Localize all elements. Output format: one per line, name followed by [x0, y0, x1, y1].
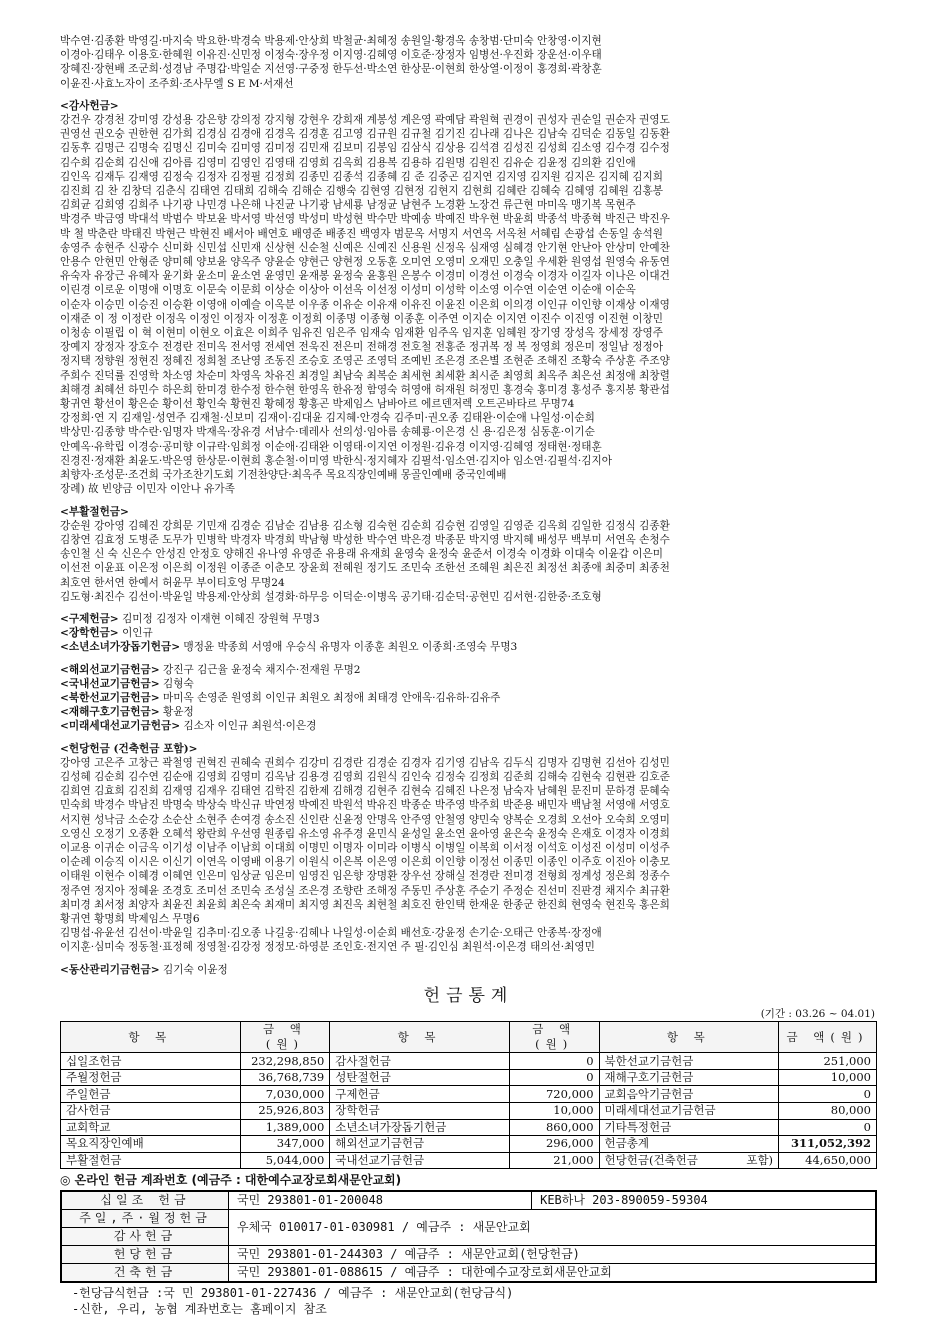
stats-item-label: 장학헌금: [330, 1102, 510, 1119]
donor-line: 주희수 진덕률 진영학 차소영 차순미 차영옥 차유진 최경일 최남숙 최복순 최세현 최세환 최시준 최영희 최옥주 최은선 최정애 최창렬: [60, 369, 670, 382]
donor-line: 박경주 박금영 박대석 박범수 박보윤 박서영 박선영 박성미 박성현 박수만 박예송 박예진 박우현 박윤희 박종석 박종혁 박진근 박진우: [60, 213, 670, 226]
donor-line: 김인옥 김재두 김재영 김정숙 김정자 김정필 김정희 김종민 김종석 김종혜 김 준 김중곤 김지연 김지영 김지원 김지은 김지혜 김지희: [60, 170, 663, 183]
stats-item-label: 십일조헌금: [61, 1053, 241, 1070]
account-note: -헌당금식헌금 :국 민 293801-01-227436 / 예금주 : 새문안교회(헌당금식): [72, 1285, 514, 1300]
stats-item-amount: 0: [509, 1069, 599, 1086]
offering-entry: [60, 677, 877, 691]
donor-line: 안용수 안현민 안형준 양미혜 양보윤 양옥주 양윤순 양현근 양현정 오동훈 오미연 오영미 오재민 오충일 우세환 원영섭 원영숙 유동연: [60, 256, 670, 269]
stats-item-amount: 720,000: [509, 1086, 599, 1103]
donor-line: 최호연 한서연 한예서 허윤무 부이티호엉 무명24: [60, 576, 285, 589]
stats-item-label: 감사절헌금: [330, 1053, 510, 1070]
building-offering-section: [60, 742, 877, 955]
donor-line: 이태원 이현수 이혜경 이혜연 인은미 임상균 임은미 임영진 임은향 장명환 장우선 장해실 전경란 전미경 전형희 정계성 정은희 정종수: [60, 870, 670, 883]
offering-entry: [60, 640, 877, 654]
offering-entry: [60, 691, 877, 705]
stats-item-label: 미래세대선교기금헌금: [599, 1102, 779, 1119]
account-label-weekly: 주일,주·월정헌금: [61, 1209, 229, 1227]
offering-section: [60, 505, 877, 604]
offering-entry: [60, 963, 877, 977]
account-label-thanks: 감사헌금: [61, 1227, 229, 1245]
offering-entry: [60, 663, 877, 677]
col-header-amount: 금 액(원): [240, 1022, 330, 1053]
offering-entry-names: 김기숙 이윤정: [163, 963, 228, 976]
offering-section: [60, 99, 877, 497]
intro-donor-list: [60, 34, 877, 91]
account-label-tithe: 십일조 헌금: [61, 1191, 229, 1210]
stats-item-label: 주일헌금: [61, 1086, 241, 1103]
donor-line: 이린경 이로운 이명애 이명호 이문숙 이문희 이상순 이상아 이선옥 이선정 이성미 이성학 이소영 이수연 이순연 이순애 이순옥: [60, 284, 636, 297]
misc-group-2: [60, 663, 877, 734]
offering-entry-title: <재해구호기금헌금>: [60, 706, 160, 719]
offering-entry-names: 마미옥 손영준 원영희 이인규 최원오 최정애 최태경 안애옥·김유하·김유주: [163, 691, 501, 704]
stats-item-amount: 347,000: [240, 1136, 330, 1153]
donor-line: 최향자·조성문·조건희 국가조찬기도회 기전찬양단·최옥주 목요직장인예배 몽골인예배 중국인예배: [60, 469, 507, 482]
donor-line: 유숙자 유장근 유혜자 윤기화 윤소미 윤소연 윤영민 윤재봉 윤정숙 윤홍원 은봉수 이경미 이경선 이경숙 이경자 이길자 이나은 이대건: [60, 270, 670, 283]
donor-line: 장예지 장정자 장호수 전경란 전미옥 전서영 전세연 전욱진 전은미 전해경 전호철 전홍준 정귀복 정 복 정영희 정은미 정일남 정정아: [60, 341, 663, 354]
stats-item-amount: 25,926,803: [240, 1102, 330, 1119]
col-header-amount: 금 액(원): [509, 1022, 599, 1053]
donor-line: 이재준 이 정 이정란 이정옥 이정인 이정자 이정훈 이정희 이종명 이종형 이종훈 이주연 이지순 이지연 이진수 이진영 이진현 이창민: [60, 312, 663, 325]
account-row: [61, 1245, 876, 1263]
stats-item-amount: 5,044,000: [240, 1152, 330, 1169]
account-label-dedication: 헌당헌금: [61, 1245, 229, 1263]
donor-line: 김희연 김효희 김진희 김재영 김재우 김태연 김학진 김한제 김해경 김현주 김현숙 김혜진 나은정 남숙자 남혜원 문진미 문하경 문혜숙: [60, 785, 670, 798]
donor-line: 이청송 이필립 이 혁 이현미 이현오 이효은 이희주 임유진 임은주 임재숙 임재환 임주옥 임지훈 임혜원 장기영 장성옥 장세정 장영주: [60, 327, 663, 340]
misc-group-1: [60, 612, 877, 655]
stats-item-label: 재해구호기금헌금: [599, 1069, 779, 1086]
donor-line: 송영주 송현주 신광수 신미화 신민섭 신민재 신상현 신순철 신예은 신예진 신용원 신정옥 심재영 심혜경 안기현 안난아 안상미 안예찬: [60, 241, 670, 254]
stats-title: 헌금통계: [423, 985, 514, 1006]
stats-item-label: 국내선교기금헌금: [330, 1152, 510, 1169]
offering-entry-names: 김소자 이인규 최원석·이은경: [183, 720, 317, 733]
donor-line: 박 철 박춘란 박태진 박현근 박현진 배서아 배연호 배영준 배종진 백영자 범문옥 서명지 서연옥 서옥천 서혜림 손광섭 손동일 송석원: [60, 227, 663, 240]
stats-item-amount: 80,000: [779, 1102, 877, 1119]
account-number: 국민 293801-01-200048: [229, 1191, 532, 1210]
stats-row: [61, 1086, 877, 1103]
donor-line: 안예옥·유학립 이경승·공미향 이규락·임희정 이순애·김태완 이영태·이지연 이정원·김유경 이지영·김혜영 정태현·정태훈: [60, 440, 602, 453]
donor-line: 김동후 김명근 김명숙 김명신 김미숙 김미영 김미정 김민재 김보미 김봉임 김삼식 김상용 김석겸 김성진 김성희 김소영 김수경 김수정: [60, 142, 670, 155]
offering-entry-names: 김미정 김정자 이재현 이혜진 장원혁 무명3: [122, 612, 320, 625]
stats-item-amount: 36,768,739: [240, 1069, 330, 1086]
stats-item-label: 헌당헌금(건축헌금 포함): [599, 1152, 779, 1169]
stats-row: [61, 1152, 877, 1169]
donor-line: 황귀연 황선이 황은순 황이선 황인숙 황현진 황혜정 황홍곤 박제임스 남바아르 에르덴저렉 오트곤바타르 무명74: [60, 398, 575, 411]
stats-header-row: [61, 1022, 877, 1053]
stats-period: (기간 : 03.26 ~ 04.01): [760, 1008, 875, 1020]
offering-stats-table: [60, 1021, 877, 1169]
stats-item-amount: 0: [509, 1053, 599, 1070]
donor-line: 오영신 오정기 오종환 오혜석 왕란희 우선영 원종림 유소영 유주경 윤민식 윤성일 윤소연 윤아영 윤은숙 윤정숙 은재호 이경자 이경희: [60, 827, 670, 840]
offering-entry: [60, 705, 877, 719]
offering-entry-names: 이인규: [122, 627, 153, 640]
stats-item-label: 헌금총계: [599, 1136, 779, 1153]
stats-item-amount: 296,000: [509, 1136, 599, 1153]
account-note: -신한, 우리, 농협 계좌번호는 홈페이지 참조: [72, 1301, 327, 1316]
stats-row: [61, 1053, 877, 1070]
stats-item-amount: 251,000: [779, 1053, 877, 1070]
donor-line: 김수희 김순희 김신애 김아름 김영미 김영인 김영태 김영희 김옥희 김용복 김용하 김원명 김원진 김유순 김윤정 김의환 김인애: [60, 156, 636, 169]
stats-item-amount: 10,000: [779, 1069, 877, 1086]
stats-row: [61, 1069, 877, 1086]
offering-entry-title: <구제헌금>: [60, 612, 119, 625]
offering-entry: [60, 612, 877, 626]
offering-entry-title: <동산관리기금헌금>: [60, 963, 160, 976]
stats-item-amount: 21,000: [509, 1152, 599, 1169]
donor-line: 김희균 김희영 김희주 나기광 나민경 나은해 나진균 나기광 남세룡 남정균 남현주 노경환 노장건 류근현 마미옥 맹기복 목현주: [60, 199, 636, 212]
stats-item-amount: 44,650,000: [779, 1152, 877, 1169]
offering-entry-title: <장학헌금>: [60, 627, 119, 640]
misc-group-3: [60, 963, 877, 977]
stats-row: [61, 1119, 877, 1136]
donor-line: 송인철 신 숙 신은수 안성진 안정호 양해진 유나영 유영준 유용래 유재희 윤영숙 윤정숙 윤준서 이경숙 이경화 이대숙 이윤갑 이은미: [60, 548, 663, 561]
donor-line: 최해경 최혜선 하민수 하은희 한미경 한수정 한수현 한영옥 한유정 함영숙 허영애 허재원 허정민 홍경숙 홍미경 홍성주 홍지봉 황관섭: [60, 383, 670, 396]
donor-line: 김창연 김효정 도병준 도무가 민병학 박경자 박경희 박남형 박성한 박수연 박은경 박종문 박지영 박지혜 배성무 백부미 서연옥 손청수: [60, 533, 670, 546]
col-header-item: 항 목: [330, 1022, 510, 1053]
donor-line: 김성혜 김순희 김수연 김순애 김영희 김영미 김옥남 김용경 김영희 김원식 김인숙 김정숙 김정희 김준희 김해숙 김현숙 김현관 김호준: [60, 770, 670, 783]
stats-item-amount: 232,298,850: [240, 1053, 330, 1070]
offering-section-title: <부활절헌금>: [60, 505, 129, 518]
stats-item-amount: 0: [779, 1086, 877, 1103]
col-header-item: 항 목: [599, 1022, 779, 1053]
donor-line: 강건우 강경천 강미영 강성용 강은향 강의정 강지형 강현우 강희재 계봉성 계은영 곽예담 곽원혁 권경이 권성자 권순일 권순자 권영도: [60, 114, 670, 127]
donor-line: 진경진·정재환 최윤도·박은영 한상문·이현희 홍순철·이미영 박한식·정지혜자 김필석·임소연·김지아 임소연·김필석·김지아: [60, 454, 612, 467]
stats-item-amount: 311,052,392: [779, 1136, 877, 1153]
account-number: 국민 293801-01-244303 / 예금주 : 새문안교회(헌당헌금): [229, 1245, 877, 1263]
donor-line: 민숙희 박경수 박남진 박명숙 박상숙 박신규 박연정 박예진 박원석 박유진 박종순 박주영 박주희 박준용 배민자 백남철 서영애 서영호: [60, 799, 670, 812]
account-number: 국민 293801-01-088615 / 예금주 : 대한예수교장로회새문안교회: [229, 1263, 877, 1282]
donor-line: 박상민·김종향 박수란·임명자 박재옥·장유경 서남수·데레사 선의성·임아름 송혜룡·이은경 신 용·김은정 심동훈·이기순: [60, 426, 595, 439]
offering-entry-names: 맹정윤 박종희 서영애 우승식 유명자 이종훈 최원오 이종희·조영숙 무명3: [183, 641, 518, 654]
donor-line: 황귀연 황명희 박제임스 무명6: [60, 912, 200, 925]
stats-item-amount: 1,389,000: [240, 1119, 330, 1136]
donor-line: 정주연 정지아 정혜윤 조경호 조미선 조민숙 조성실 조은경 조향란 조해정 주동민 주상훈 주순기 주정순 진선미 진판경 채지수 최규환: [60, 884, 670, 897]
offering-entry-title: <국내선교기금헌금>: [60, 677, 160, 690]
account-row: [61, 1191, 876, 1210]
offering-entry: [60, 626, 877, 640]
stats-item-amount: 10,000: [509, 1102, 599, 1119]
donor-line: 강순원 강아영 김혜진 강희문 기민재 김경순 김남순 김남용 김소형 김숙현 김순희 김승현 김영일 김영준 김옥희 김일한 김정식 김종환: [60, 519, 670, 532]
online-accounts-table: [60, 1190, 877, 1283]
donor-line: 이순례 이승직 이시은 이신기 이연옥 이영배 이용기 이원식 이은복 이은영 이은희 이인향 이정선 이종민 이종인 이주호 이진아 이충모: [60, 856, 670, 869]
offering-entry-names: 강진구 김근율 윤정숙 채지수·전재원 무명2: [163, 663, 361, 676]
stats-item-amount: 860,000: [509, 1119, 599, 1136]
donor-line: 박수연·김종환 박영길·마지숙 박요한·박경숙 박용제·안상희 박철균·최혜정 송원일·황경옥 송창범·단미숙 안창영·이지현: [60, 35, 602, 47]
account-number: KEB하나 203-890059-59304: [532, 1191, 876, 1210]
donor-line: 장혜진·장현배 조군희·성경남 주명갑·박일순 지선영·구중정 한두선·박소연 한상문·이현희 한상열·이정이 홍경희·곽창훈: [60, 63, 602, 76]
donor-line: 최미경 최서정 최양자 최윤진 최윤희 최은숙 최재미 최지영 최진옥 최현철 최호진 한인택 한재운 한종군 한진희 현영숙 현진욱 홍은희: [60, 898, 670, 911]
offering-section-title: <감사헌금>: [60, 99, 119, 112]
col-header-item: 항 목: [61, 1022, 241, 1053]
stats-item-label: 북한선교기금헌금: [599, 1053, 779, 1070]
stats-row: [61, 1102, 877, 1119]
donor-line: 이순자 이승민 이승진 이승환 이영애 이예슬 이옥분 이우종 이유순 이유재 이유진 이윤진 이은희 이의경 이인규 이인향 이재상 이재영: [60, 298, 670, 311]
building-offering-title: <헌당헌금 (건축헌금 포함)>: [60, 742, 198, 755]
offering-entry-title: <북한선교기금헌금>: [60, 691, 160, 704]
stats-item-label: 부활절헌금: [61, 1152, 241, 1169]
donor-line: 서지현 성낙금 소순강 소순산 소현주 손여경 송소진 신인란 신윤정 안명옥 안주영 안철영 양민숙 양복순 오경희 오선아 오숙희 오영미: [60, 813, 670, 826]
stats-item-label: 교회음악기금헌금: [599, 1086, 779, 1103]
stats-item-label: 교회학교: [61, 1119, 241, 1136]
stats-item-label: 소년소녀가장돕기헌금: [330, 1119, 510, 1136]
stats-item-label: 해외선교기금헌금: [330, 1136, 510, 1153]
stats-item-label: 목요직장인예배: [61, 1136, 241, 1153]
col-header-amount: 금 액(원): [779, 1022, 877, 1053]
stats-item-label: 기타특정헌금: [599, 1119, 779, 1136]
donor-line: 이선전 이윤표 이은정 이은희 이정원 이종준 이춘모 장윤희 전혜원 정기도 조민숙 조한선 조혜원 최은진 최정선 최종애 최중미 최종천: [60, 562, 670, 575]
offering-entry-names: 김형숙: [163, 677, 194, 690]
offering-entry-title: <미래세대선교기금헌금>: [60, 720, 181, 733]
offering-entry: [60, 719, 877, 733]
account-notes: [72, 1285, 877, 1317]
account-number: 우체국 010017-01-030981 / 예금주 : 새문안교회: [229, 1209, 877, 1245]
donor-line: 권영선 권오숭 권한현 김가희 김경심 김경애 김경옥 김경훈 김고영 김규원 김규철 김기진 김나래 김나은 김남숙 김덕순 김동일 김동환: [60, 128, 670, 141]
stats-item-amount: 7,030,000: [240, 1086, 330, 1103]
donor-line: 장례) 故 빈양금 이민자 이안나 유가족: [60, 483, 235, 496]
offering-entry-title: <소년소녀가장돕기헌금>: [60, 641, 181, 654]
account-row: [61, 1263, 876, 1282]
donor-line: 김명섭·유윤선 김선이·박윤일 김추미·김오종 나길웅·김혜나 나일성·이순희 배선호·강윤정 손기순·오태근 안종복·장정애: [60, 927, 602, 940]
donor-line: 강정희·연 지 김재일·성연주 김재철·신보미 김재이·김대윤 김지혜·안경숙 김주미·권오종 김태완·이순애 나일성·이순희: [60, 412, 595, 425]
donor-line: 이윤진·사효노자이 조주희·조사무엘 S E M·서재선: [60, 77, 294, 90]
donor-line: 이경아·김태우 이용호·한혜원 이유진·신민정 이정숙·장우정 이지영·김혜영 이호준·장정자 임병선·우진화 장운선·이우태: [60, 49, 602, 62]
stats-row: [61, 1136, 877, 1153]
donor-line: 김진희 김 찬 김창덕 김춘식 김태연 김태희 김해숙 김해순 김행숙 김현영 김현정 김현지 김현희 김혜란 김혜숙 김혜영 김혜원 김홍봉: [60, 185, 663, 198]
stats-item-label: 구제헌금: [330, 1086, 510, 1103]
offering-entry-names: 황윤정: [163, 706, 194, 719]
donor-line: 이교용 이귀순 이금옥 이기성 이남주 이남희 이대희 이명민 이명자 이미라 이병식 이병일 이복희 이서정 이석호 이성진 이성미 이성주: [60, 841, 670, 854]
account-row: [61, 1209, 876, 1227]
stats-item-label: 감사헌금: [61, 1102, 241, 1119]
online-accounts-title: ◎ 온라인 헌금 계좌번호 (예금주 : 대한예수교장로회새문안교회): [60, 1173, 402, 1188]
stats-item-label: 주월정헌금: [61, 1069, 241, 1086]
stats-item-amount: 0: [779, 1119, 877, 1136]
donor-line: 정지택 정향원 정현진 정혜진 정희철 조난영 조동진 조승호 조영곤 조영덕 조예빈 조은경 조은별 조현준 조해진 조황숙 주상훈 주조양: [60, 355, 670, 368]
donor-line: 김도형·최진수 김선이·박윤일 박용제·안상희 설경화·하무응 이덕순·이병옥 공기태·김순덕·공현민 김서현·김한중·조호형: [60, 590, 602, 603]
stats-item-label: 성탄절헌금: [330, 1069, 510, 1086]
account-label-building: 건축헌금: [61, 1263, 229, 1282]
offering-entry-title: <해외선교기금헌금>: [60, 663, 160, 676]
donor-line: 강아영 고은주 고창근 곽철영 권혁진 권혜숙 권희수 김강미 김경란 김경순 김경자 김기영 김남옥 김두식 김명자 김명현 김선아 김성민: [60, 756, 670, 769]
donor-line: 이지훈·심미숙 정동철·표정혜 정영철·김강정 정정모·하영분 조인호·전지연 주 필·김인심 최원석·이은경 태의선·최영민: [60, 941, 595, 954]
